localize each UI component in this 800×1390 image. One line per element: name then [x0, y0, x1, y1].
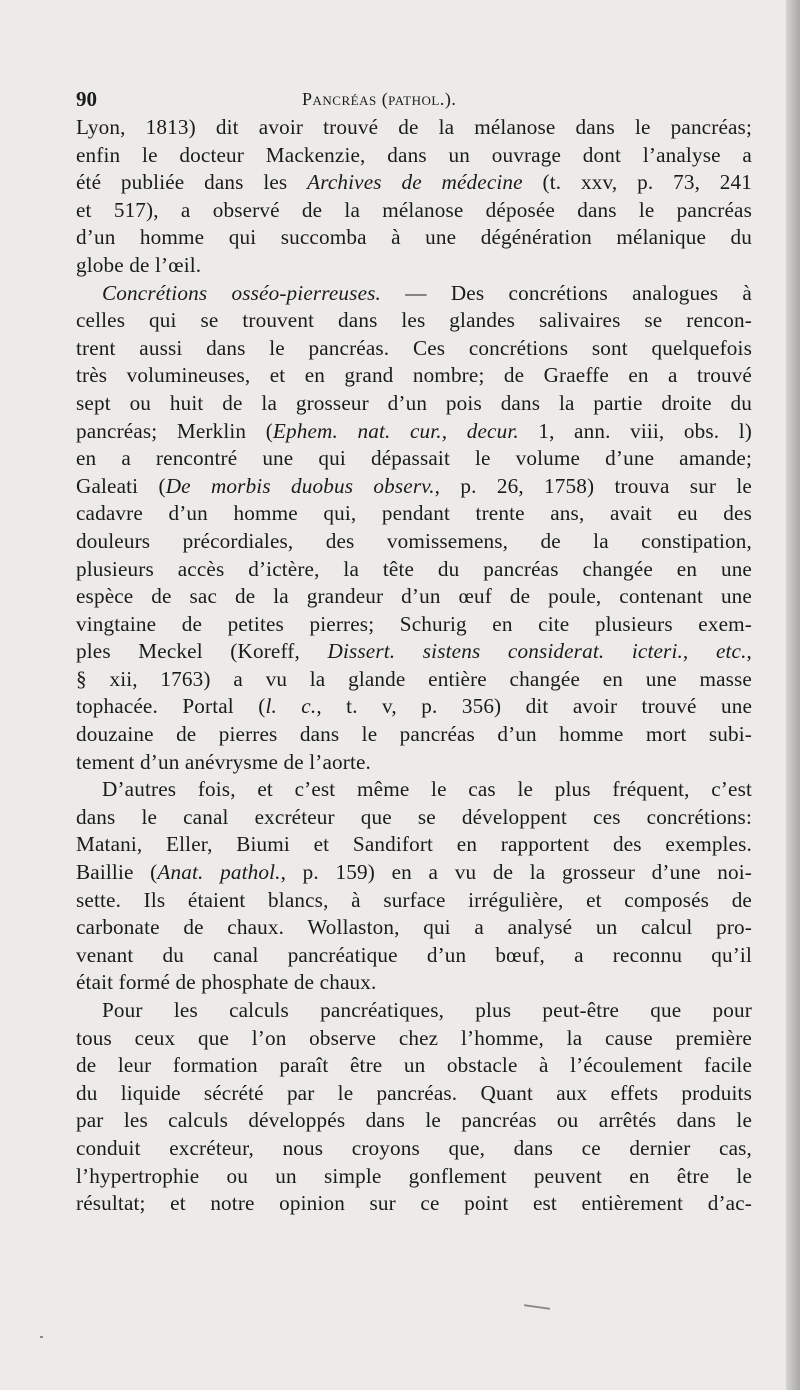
text-segment: , t. v, p. 356) dit avoir trouvé une — [316, 694, 752, 719]
text-segment: plusieurs accès d’ictère, la tête du pancréas changée en une — [76, 556, 752, 581]
text-segment: Lyon, 1813) dit avoir trouvé de la mélanose dans le pancréas; — [76, 115, 752, 139]
text-segment: enfin le docteur Mackenzie, dans un ouvrage dont l’analyse a — [76, 142, 752, 167]
text-line — [76, 1135, 752, 1163]
text-segment: de leur formation paraît être un obstacle à l’écoulement facile — [76, 1053, 752, 1078]
text-segment: tement d’un anévrysme de l’aorte. — [76, 749, 371, 774]
text-segment: résultat; et notre opinion sur ce point est entièrement d’ac- — [76, 1191, 752, 1216]
text-line — [76, 914, 752, 942]
text-line — [76, 1107, 752, 1135]
text-segment: venant du canal pancréatique d’un bœuf, a reconnu qu’il — [76, 942, 752, 967]
text-line — [76, 1025, 752, 1053]
text-line — [76, 611, 752, 639]
text-segment: Matani, Eller, Biumi et Sandifort en rapportent des exemples. — [76, 832, 752, 857]
text-line — [76, 1080, 752, 1108]
text-line — [76, 887, 752, 915]
text-line — [76, 224, 752, 252]
text-segment: cadavre d’un homme qui, pendant trente ans, avait eu des — [76, 501, 752, 526]
text-line — [76, 280, 752, 308]
text-line — [76, 969, 752, 997]
text-line — [76, 335, 752, 363]
text-line — [76, 666, 752, 694]
italic-segment: l. c. — [265, 694, 317, 719]
page-header — [76, 84, 752, 114]
print-mark — [524, 1304, 550, 1310]
text-segment: par les calculs développés dans le pancréas ou arrêtés dans le — [76, 1108, 752, 1133]
text-line — [76, 418, 752, 446]
text-segment: Baillie ( — [76, 860, 158, 885]
text-line — [76, 749, 752, 777]
text-line — [76, 556, 752, 584]
text-segment: l’hypertrophie ou un simple gonflement peuvent en être le — [76, 1163, 752, 1188]
page-edge-shadow — [786, 0, 800, 1390]
text-segment: Galeati ( — [76, 473, 166, 498]
running-title: Pancréas (pathol.). — [302, 89, 457, 109]
text-line — [76, 942, 752, 970]
text-line — [76, 721, 752, 749]
text-line — [76, 997, 752, 1025]
text-segment: tous ceux que l’on observe chez l’homme, la cause première — [76, 1025, 752, 1050]
body-text — [76, 114, 752, 1218]
text-segment: d’un homme qui succomba à une dégénération mélanique du — [76, 225, 752, 250]
text-line — [76, 1052, 752, 1080]
text-segment: pancréas; Merklin ( — [76, 418, 273, 443]
text-line — [76, 859, 752, 887]
italic-segment: Ephem. nat. cur., decur. — [272, 418, 519, 443]
text-line — [76, 169, 752, 197]
text-line — [76, 307, 752, 335]
text-line — [76, 831, 752, 859]
text-segment: sette. Ils étaient blancs, à surface irrégulière, et composés de — [76, 887, 752, 912]
text-line — [76, 114, 752, 142]
text-line — [76, 500, 752, 528]
text-segment: Pour les calculs pancréatiques, plus peut-être que pour — [102, 998, 752, 1022]
text-segment: globe de l’œil. — [76, 252, 202, 277]
text-line — [76, 142, 752, 170]
text-segment: douzaine de pierres dans le pancréas d’un homme mort subi- — [76, 722, 752, 747]
book-page — [76, 84, 752, 1218]
text-segment: très volumineuses, et en grand nombre; de Graeffe en a trouvé — [76, 363, 752, 388]
text-segment: sept ou huit de la grosseur d’un pois dans la partie droite du — [76, 390, 752, 415]
text-segment: D’autres fois, et c’est même le cas le plus fréquent, c’est — [102, 777, 752, 802]
text-segment: douleurs précordiales, des vomissemens, de la constipation, — [76, 528, 752, 553]
text-segment: conduit excréteur, nous croyons que, dans ce dernier cas, — [76, 1135, 752, 1160]
text-line — [76, 1190, 752, 1218]
text-segment: celles qui se trouvent dans les glandes salivaires se rencon- — [76, 308, 752, 333]
italic-segment: Archives de médecine — [307, 170, 523, 195]
text-segment: § xii, 1763) a vu la glande entière changée en une masse — [76, 666, 752, 691]
text-line — [76, 1163, 752, 1191]
text-line — [76, 638, 752, 666]
text-segment: , p. 26, 1758) trouva sur le — [434, 473, 752, 498]
text-line — [76, 252, 752, 280]
page-number: 90 — [76, 87, 97, 111]
text-segment: (t. xxv, p. 73, 241 — [542, 170, 752, 195]
text-segment: était formé de phosphate de chaux. — [76, 970, 377, 995]
text-segment: , — [746, 639, 752, 664]
text-line — [76, 445, 752, 473]
text-line — [76, 693, 752, 721]
text-line — [76, 390, 752, 418]
italic-segment: De morbis duobus observ. — [165, 473, 435, 498]
text-segment: 1, ann. viii, obs. l) — [538, 418, 752, 443]
text-segment: vingtaine de petites pierres; Schurig en cite plusieurs exem- — [76, 611, 752, 636]
text-line — [76, 776, 752, 804]
text-segment: et 517), a observé de la mélanose déposée dans le pancréas — [76, 197, 752, 222]
text-line — [76, 473, 752, 501]
text-line — [76, 804, 752, 832]
text-segment: — Des concrétions analogues à — [405, 280, 752, 305]
text-line — [76, 528, 752, 556]
text-line — [76, 362, 752, 390]
text-segment: du liquide sécrété par le pancréas. Quant aux effets produits — [76, 1080, 752, 1105]
text-segment: été publiée dans les — [76, 170, 288, 195]
italic-segment: Anat. pathol. — [157, 860, 281, 885]
text-line — [76, 583, 752, 611]
text-segment: ples Meckel (Koreff, — [76, 639, 300, 664]
text-segment: dans le canal excréteur que se développent ces concrétions: — [76, 804, 752, 829]
print-dot — [40, 1336, 43, 1338]
italic-segment: Concrétions osséo-pierreuses. — [102, 280, 381, 305]
text-segment: tophacée. Portal ( — [76, 694, 266, 719]
text-segment: trent aussi dans le pancréas. Ces concrétions sont quelquefois — [76, 335, 752, 360]
text-line — [76, 197, 752, 225]
text-segment: en a rencontré une qui dépassait le volume d’une amande; — [76, 446, 752, 471]
text-segment: , p. 159) en a vu de la grosseur d’une noi- — [280, 860, 752, 885]
italic-segment: Dissert. sistens considerat. icteri., etc. — [327, 639, 747, 664]
text-segment: espèce de sac de la grandeur d’un œuf de poule, contenant une — [76, 584, 752, 609]
text-segment: carbonate de chaux. Wollaston, qui a analysé un calcul pro- — [76, 915, 752, 940]
